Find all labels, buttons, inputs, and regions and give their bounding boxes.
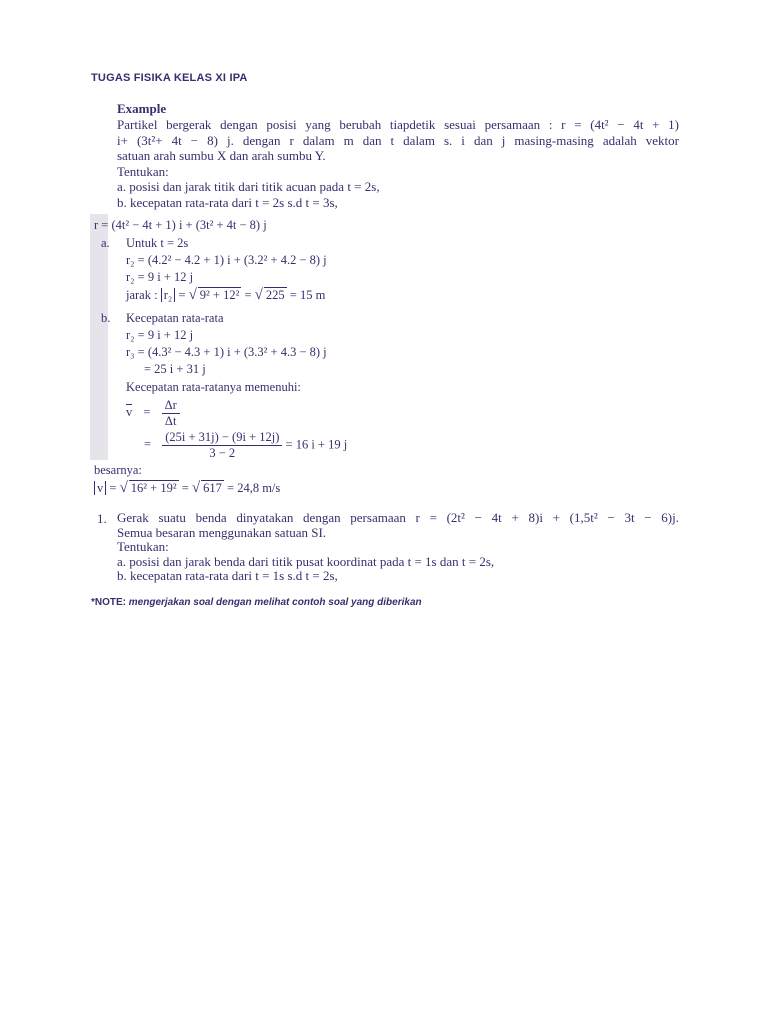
page-title: TUGAS FISIKA KELAS XI IPA [91, 72, 248, 84]
sqrt-16-19: 16² + 19² [130, 481, 177, 495]
problem-line-5: b. kecepatan rata-rata dari t = 1s s.d t = 2s, [117, 568, 338, 583]
average-velocity-condition: Kecepatan rata-ratanya memenuhi: [126, 380, 301, 394]
part-b-title: Kecepatan rata-rata [126, 311, 224, 325]
part-a-title: Untuk t = 2s [126, 236, 189, 250]
calculation-result: = 16 i + 19 j [285, 437, 348, 452]
note [91, 597, 422, 608]
sqrt-sum-squares: 9² + 12² [199, 288, 240, 302]
magnitude-result: = 24,8 m/s [227, 481, 281, 495]
velocity-definition: v = $\frac{\Delta r}{\Delta t}$ [126, 398, 180, 429]
problem-number: 1. [97, 511, 107, 526]
calculation-numerator: (25i + 31j) − (9i + 12j) [162, 430, 282, 446]
problem-text [117, 511, 679, 584]
part-a-distance: jarak : r₂ = √ 9² + 12² = √ 225 = 15 m [126, 287, 326, 303]
example-line-4: Tentukan: [117, 163, 169, 179]
velocity-fraction [162, 398, 180, 429]
example-line-3: satuan arah sumbu X dan arah sumbu Y. [117, 148, 326, 163]
velocity-magnitude: v = √ 16² + 19² = √ 617 = 24,8 m/s [94, 480, 280, 497]
magnitude-label: besarnya: [94, 463, 142, 477]
example-heading: Example [117, 101, 167, 116]
part-a-r2-value: r₂ = 9 i + 12 j [126, 270, 194, 284]
calculation-denominator: 3 − 2 [209, 446, 236, 460]
part-b-r3: r₃ = (4.3² − 4.3 + 1) i + (3.3² + 4.3 − 8) j [126, 345, 327, 359]
problem-line-1: Gerak suatu benda dinyatakan dengan persamaan r = (2t² − 4t + 8)i + (1,5t² − 3t − 6)j. [117, 510, 679, 525]
note-label: *NOTE: [91, 597, 126, 608]
distance-prefix: jarak : [126, 288, 158, 302]
example-line-2: i+ (3t²+ 4t − 8) j. dengan r dalam m dan t dalam s. i dan j masing-masing adalah vektor [117, 132, 679, 148]
part-b-r3-value: = 25 i + 31 j [144, 362, 206, 376]
example-line-1: Partikel bergerak dengan posisi yang berubah tiapdetik sesuai persamaan : r = (4t² − 4t + 1) [117, 117, 679, 132]
delta-r: Δr [162, 398, 180, 414]
calculation-fraction [162, 430, 282, 461]
problem-line-3: Tentukan: [117, 539, 169, 554]
note-text: mengerjakan soal dengan melihat contoh soal yang diberikan [128, 597, 422, 608]
magnitude-v: v [94, 481, 106, 495]
velocity-calculation: = $\frac{(25i + 31j) - (9i + 12j)}{3 - 2}$ = 16 i + 19 j [144, 430, 348, 460]
part-a-label: a. [101, 236, 110, 250]
distance-result: = 15 m [289, 288, 326, 302]
example-line-6: b. kecepatan rata-rata dari t = 2s s.d t = 3s, [117, 194, 338, 210]
sqrt-617: 617 [203, 481, 222, 495]
position-equation: r = (4t² − 4t + 1) i + (3t² + 4t − 8) j [94, 218, 267, 232]
velocity-symbol: v [126, 405, 133, 420]
delta-t: Δt [164, 414, 177, 428]
part-b-r2: r₂ = 9 i + 12 j [126, 328, 194, 342]
sqrt-225: 225 [265, 288, 285, 302]
example-line-5: a. posisi dan jarak titik dari titik acuan pada t = 2s, [117, 179, 380, 194]
example-paragraph [117, 117, 679, 210]
magnitude-r2: r₂ [161, 288, 176, 302]
part-a-r2-expression: r₂ = (4.2² − 4.2 + 1) i + (3.2² + 4.2 − 8) j [126, 253, 327, 267]
problem-line-4: a. posisi dan jarak benda dari titik pusat koordinat pada t = 1s dan t = 2s, [117, 553, 495, 569]
problem-line-2: Semua besaran menggunakan satuan SI. [117, 524, 327, 540]
part-b-label: b. [101, 311, 111, 325]
